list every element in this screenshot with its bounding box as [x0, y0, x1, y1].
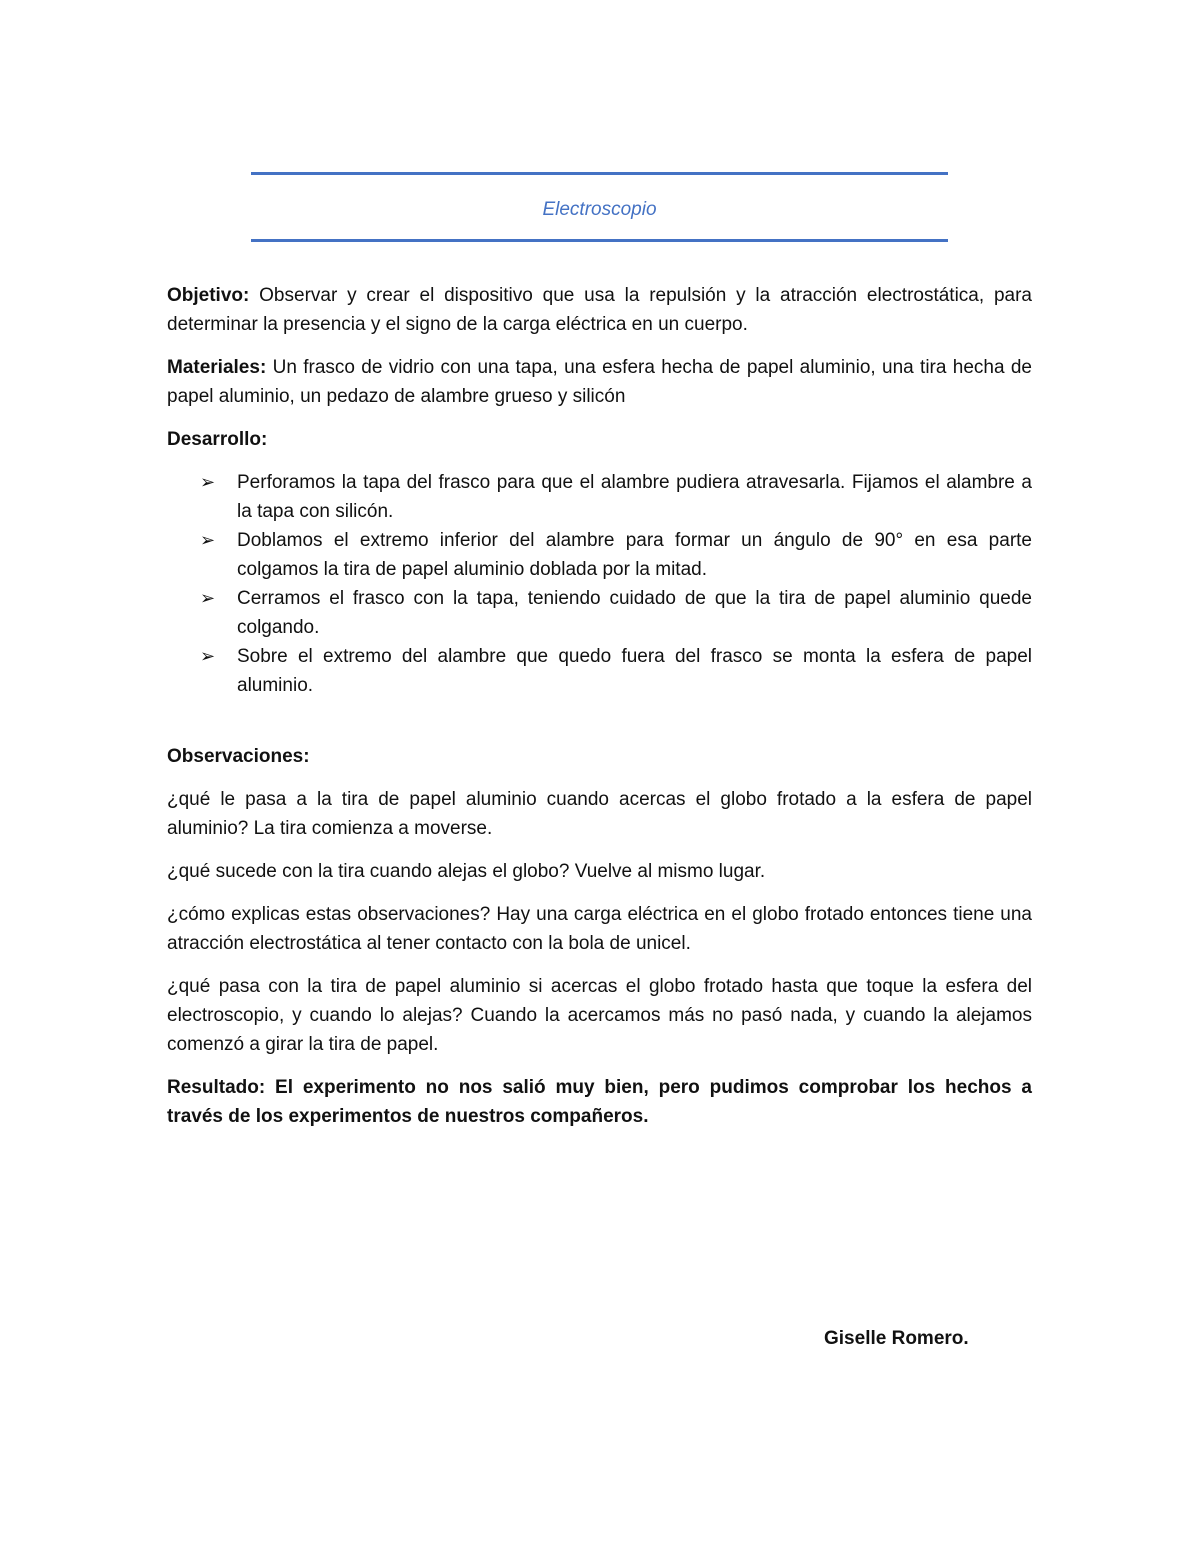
arrowhead-bullet-icon: ➢: [200, 588, 216, 608]
step-text: Cerramos el frasco con la tapa, teniendo cuidado de que la tira de papel aluminio quede colgando.: [237, 588, 1032, 638]
title-bottom-rule: [251, 239, 948, 242]
arrowhead-bullet-icon: ➢: [200, 646, 216, 666]
list-item: [167, 526, 1032, 584]
section-spacer: [167, 700, 1032, 742]
author-signature: Giselle Romero.: [824, 1328, 969, 1349]
observations-heading: Observaciones:: [167, 746, 310, 767]
result-paragraph: Resultado: El experimento no nos salió muy bien, pero pudimos comprobar los hechos a través de los experimentos de nuestros compañeros.: [167, 1077, 1032, 1127]
arrowhead-bullet-icon: ➢: [200, 530, 216, 550]
development-steps-list: [167, 468, 1032, 700]
objective-paragraph: [167, 281, 1032, 339]
list-item: [167, 468, 1032, 526]
objective-text: Observar y crear el dispositivo que usa la repulsión y la atracción electrostática, para determinar la presencia y el signo de la carga eléctrica en un cuerpo.: [167, 285, 1032, 335]
objective-label: Objetivo:: [167, 285, 250, 306]
observation-paragraph: ¿cómo explicas estas observaciones? Hay una carga eléctrica en el globo frotado entonces tiene una atracción electrostática al tener contacto con la bola de unicel.: [167, 904, 1032, 954]
title-block: [251, 172, 948, 244]
observation-paragraph: ¿qué pasa con la tira de papel aluminio si acercas el globo frotado hasta que toque la esfera del electroscopio, y cuando lo alejas? Cuando la acercamos más no pasó nada, y cuando la alejamos comenzó a girar la tira de papel.: [167, 976, 1032, 1055]
title-top-rule: [251, 172, 948, 175]
document-title: Electroscopio: [542, 199, 657, 220]
development-heading: Desarrollo:: [167, 429, 268, 450]
arrowhead-bullet-icon: ➢: [200, 472, 216, 492]
observation-paragraph: ¿qué sucede con la tira cuando alejas el globo? Vuelve al mismo lugar.: [167, 861, 766, 882]
materials-paragraph: [167, 353, 1032, 411]
step-text: Doblamos el extremo inferior del alambre para formar un ángulo de 90° en esa parte colgamos la tira de papel aluminio doblada por la mitad.: [237, 530, 1032, 580]
step-text: Sobre el extremo del alambre que quedo fuera del frasco se monta la esfera de papel aluminio.: [237, 646, 1032, 696]
observation-paragraph: ¿qué le pasa a la tira de papel aluminio cuando acercas el globo frotado a la esfera de papel aluminio? La tira comienza a moverse.: [167, 789, 1032, 839]
materials-label: Materiales:: [167, 357, 267, 378]
document-body: [167, 281, 1032, 1131]
materials-text: Un frasco de vidrio con una tapa, una esfera hecha de papel aluminio, una tira hecha de papel aluminio, un pedazo de alambre grueso y silicón: [167, 357, 1032, 407]
list-item: [167, 584, 1032, 642]
step-text: Perforamos la tapa del frasco para que el alambre pudiera atravesarla. Fijamos el alambre a la tapa con silicón.: [237, 472, 1032, 522]
list-item: [167, 642, 1032, 700]
